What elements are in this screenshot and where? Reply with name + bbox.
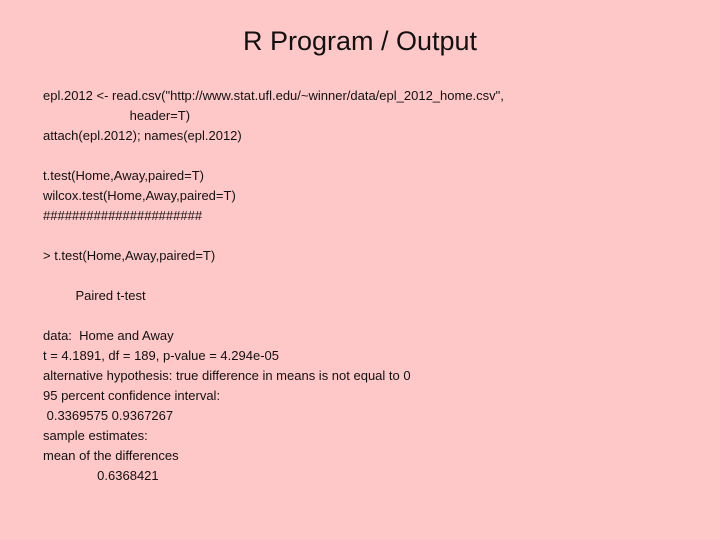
output-line: data: Home and Away bbox=[43, 328, 174, 343]
slide-title: R Program / Output bbox=[242, 26, 478, 56]
output-heading: Paired t-test bbox=[43, 288, 146, 303]
output-line: 0.6368421 bbox=[43, 468, 159, 483]
output-line: sample estimates: bbox=[43, 428, 148, 443]
output-line: 0.3369575 0.9367267 bbox=[43, 408, 174, 423]
output-prompt-line: > t.test(Home,Away,paired=T) bbox=[43, 248, 216, 263]
output-line: 95 percent confidence interval: bbox=[43, 388, 221, 403]
output-line: t = 4.1891, df = 189, p-value = 4.294e-05 bbox=[43, 348, 279, 363]
blank-line bbox=[43, 266, 703, 286]
blank-line bbox=[43, 226, 703, 246]
code-line: attach(epl.2012); names(epl.2012) bbox=[43, 128, 242, 143]
r-code-output bbox=[43, 86, 703, 486]
blank-line bbox=[43, 306, 703, 326]
output-line: mean of the differences bbox=[43, 448, 179, 463]
blank-line bbox=[43, 146, 703, 166]
comment-separator: ###################### bbox=[43, 208, 203, 223]
code-line: t.test(Home,Away,paired=T) bbox=[43, 168, 204, 183]
code-line: epl.2012 <- read.csv("http://www.stat.ufl.edu/~winner/data/epl_2012_home.csv", bbox=[43, 88, 504, 103]
code-line: wilcox.test(Home,Away,paired=T) bbox=[43, 188, 236, 203]
code-line: header=T) bbox=[43, 108, 191, 123]
output-line: alternative hypothesis: true difference in means is not equal to 0 bbox=[43, 368, 411, 383]
